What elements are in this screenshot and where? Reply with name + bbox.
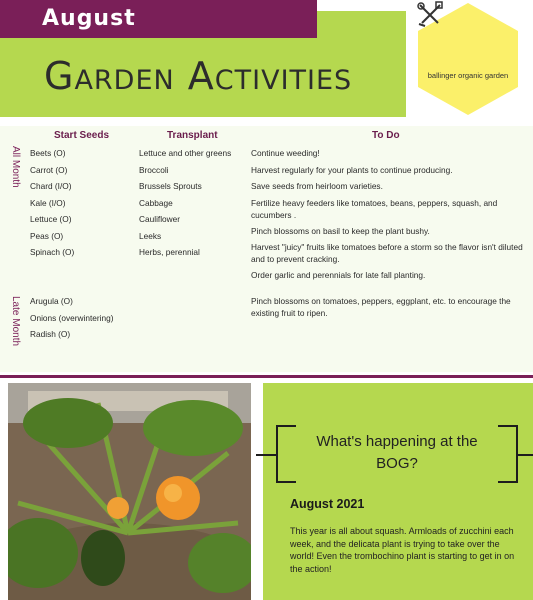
bracket-left [276,425,296,483]
list-item: Beets (O) [30,148,66,158]
month-bar [0,0,317,38]
todo-item: Harvest "juicy" fruits like tomatoes before a storm so the flavor isn't diluted and to prevent cracking. [251,242,523,264]
list-item: Radish (O) [30,329,71,339]
list-item: Leeks [139,231,162,241]
header-transplant: Transplant [167,130,218,141]
garden-tools-icon [416,1,444,29]
zucchini-plant-photo [8,383,251,600]
header-start-seeds: Start Seeds [54,130,110,141]
garden-badge [416,1,520,117]
section-divider [0,375,533,378]
todo-item: Pinch blossoms on tomatoes, peppers, eggplant, etc. to encourage the existing fruit to ripen. [251,296,511,318]
bracket-line-left [256,454,278,456]
todo-item: Save seeds from heirloom varieties. [251,181,383,191]
todo-item: Harvest regularly for your plants to continue producing. [251,165,453,175]
bracket-line-right [516,454,533,456]
list-item: Peas (O) [30,231,64,241]
page-title: Garden Activities [44,54,353,98]
all-month-label: All Month [10,146,21,188]
list-item: Herbs, perennial [139,247,200,257]
list-item: Kale (I/O) [30,198,66,208]
list-item: Carrot (O) [30,165,68,175]
list-item: Brussels Sprouts [139,181,202,191]
month-label: August [42,6,136,31]
bracket-right [498,425,518,483]
late-month-label: Late Month [10,296,21,347]
badge-label: ballinger organic garden [427,71,509,80]
list-item: Cabbage [139,198,173,208]
todo-item: Continue weeding! [251,148,320,158]
bog-body: This year is all about squash. Armloads of zucchini each week, and the delicata plant is trying to take over the world! Even the trombochino plant is starting to get in on the action! [290,526,515,574]
list-item: Lettuce (O) [30,214,72,224]
todo-item: Fertilize heavy feeders like tomatoes, beans, peppers, squash, and cucumbers . [251,198,498,220]
list-item: Spinach (O) [30,247,75,257]
activities-table [0,126,533,372]
header-todo: To Do [372,130,400,141]
list-item: Cauliflower [139,214,181,224]
list-item: Chard (I/O) [30,181,72,191]
list-item: Arugula (O) [30,296,73,306]
todo-item: Order garlic and perennials for late fall planting. [251,270,426,280]
bog-heading: What's happening at the BOG? [316,433,478,472]
list-item: Lettuce and other greens [139,148,232,158]
todo-item: Pinch blossoms on basil to keep the plant bushy. [251,226,430,236]
list-item: Broccoli [139,165,169,175]
list-item: Onions (overwintering) [30,313,114,323]
bog-date: August 2021 [290,497,365,511]
